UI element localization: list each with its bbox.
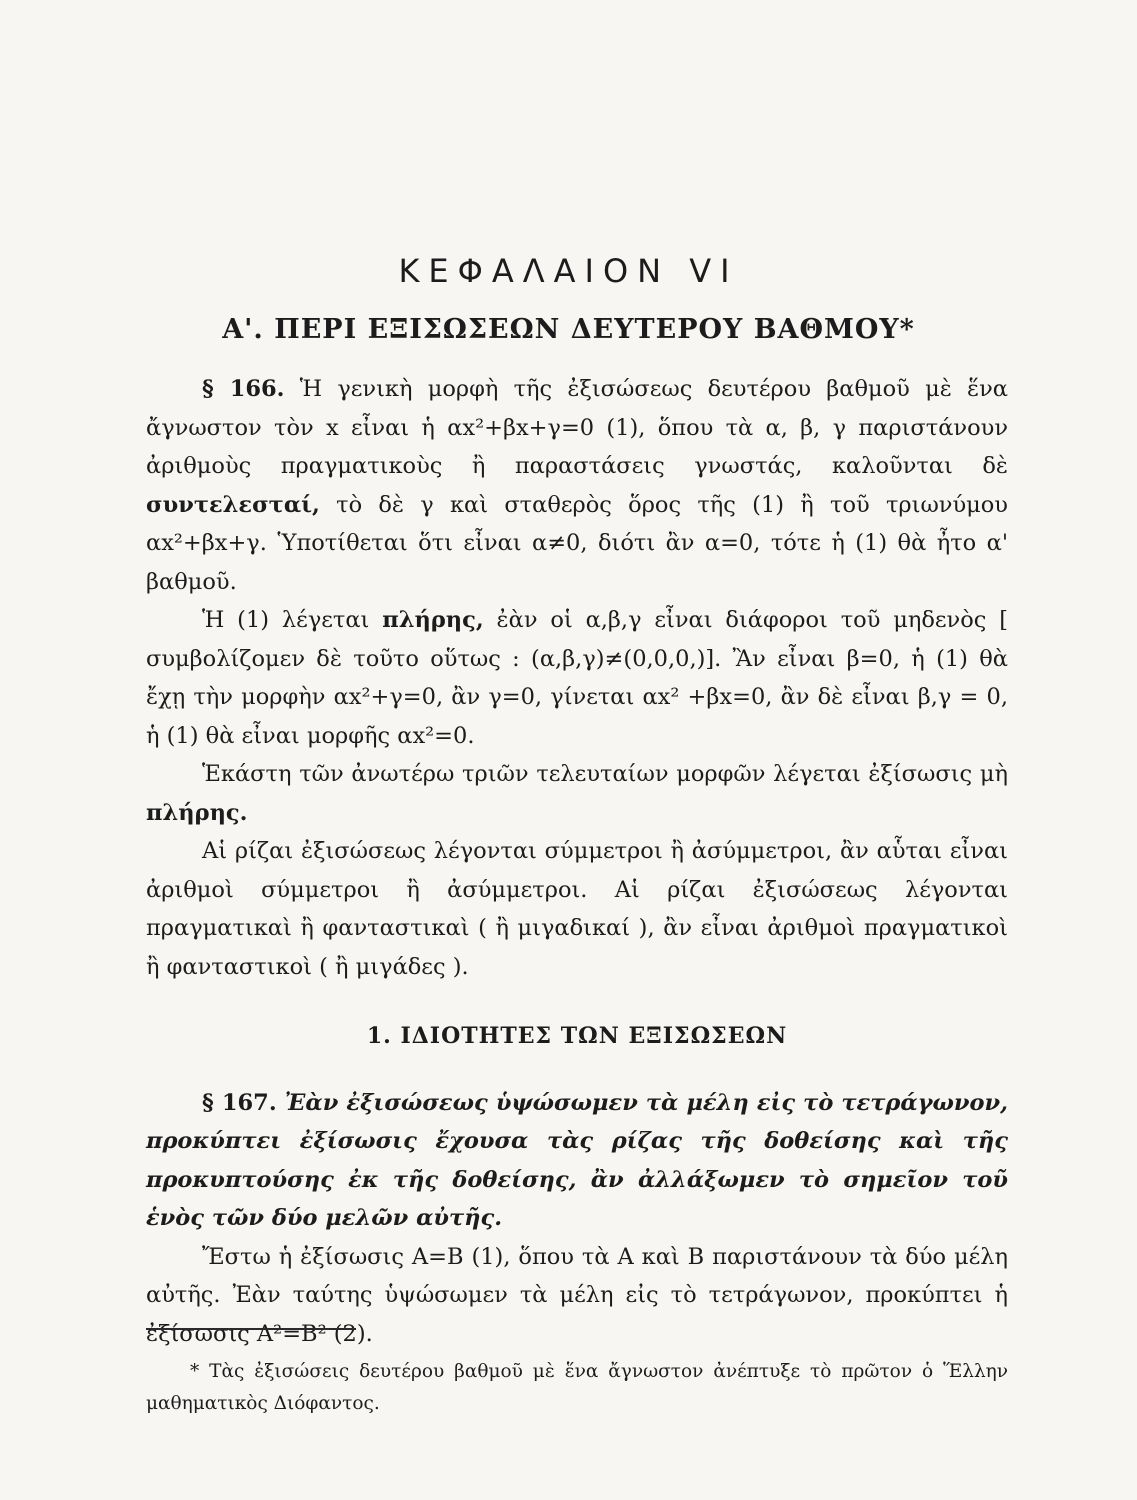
footnote-text: * Τὰς ἐξισώσεις δευτέρου βαθμοῦ μὲ ἕνα ἄγνωστον ἀνέπτυξε τὸ πρῶτον ὁ Ἕλλην μαθηματικὸς Διόφαντος.	[146, 1361, 1008, 1414]
paragraph-text: τὸ δὲ γ καὶ σταθερὸς ὅρος τῆς (1) ἢ τοῦ τριωνύμου αx²+βx+γ. Ὑποτίθεται ὅτι εἶναι α≠0, διότι ἂν α=0, τότε ἡ (1) θὰ ἦτο α' βαθμοῦ.	[146, 491, 1008, 595]
paragraph-complete-equation	[146, 601, 1008, 755]
term-coefficients: συντελεσταί,	[146, 491, 320, 518]
page-body	[146, 370, 1008, 1353]
paragraph-text: Ἑκάστη τῶν ἀνωτέρω τριῶν τελευταίων μορφῶν λέγεται ἐξίσωσις μὴ	[202, 761, 1008, 787]
subsection-title: 1. ΙΔΙΟΤΗΤΕΣ ΤΩΝ ΕΞΙΣΩΣΕΩΝ	[366, 1023, 788, 1049]
paragraph-incomplete-equation	[146, 755, 1008, 832]
paragraph-text: Ἡ γενικὴ μορφὴ τῆς ἐξισώσεως δευτέρου βαθμοῦ μὲ ἕνα ἄγνωστον τὸν x εἶναι ἡ αx²+βx+γ=0 (1), ὅπου τὰ α, β, γ παριστάνουν ἀριθμοὺς πραγματικοὺς ἢ παραστάσεις γνωστάς, καλοῦνται δὲ	[146, 376, 1008, 479]
paragraph-166	[146, 370, 1008, 601]
paragraph-roots: Αἱ ρίζαι ἐξισώσεως λέγονται σύμμετροι ἢ ἀσύμμετροι, ἂν αὗται εἶναι ἀριθμοὶ σύμμετροι ἢ ἀσύμμετροι. Αἱ ρίζαι ἐξισώσεως λέγονται πραγματικαὶ ἢ φανταστικαὶ ( ἢ μιγαδικαί ), ἂν εἶναι ἀριθμοὶ πραγματικοὶ ἢ φανταστικοὶ ( ἢ μιγάδες ).	[146, 838, 1008, 980]
chapter-title: ΚΕΦΑΛΑΙΟΝ VI	[398, 252, 739, 290]
theorem-statement: Ἐὰν ἐξισώσεως ὑψώσωμεν τὰ μέλη εἰς τὸ τετράγωνον, προκύπτει ἐξίσωσις ἔχουσα τὰς ρίζας τῆς δοθείσης καὶ τῆς προκυπτούσης ἐκ τῆς δοθείσης, ἂν ἀλλάξωμεν τὸ σημεῖον τοῦ ἑνὸς τῶν δύο μελῶν αὐτῆς.	[146, 1089, 1008, 1231]
paragraph-example: Ἔστω ἡ ἐξίσωσις Α=Β (1), ὅπου τὰ Α καὶ Β παριστάνουν τὰ δύο μέλη αὐτῆς. Ἐὰν ταύτης ὑψώσωμεν τὰ μέλη εἰς τὸ τετράγωνον, προκύπτει ἡ ἐξίσωσις Α²=Β² (2).	[146, 1243, 1008, 1347]
footnote	[146, 1356, 1008, 1420]
paragraph-text: Ἡ (1) λέγεται	[202, 607, 383, 633]
footnote-divider	[146, 1328, 356, 1330]
paragraph-text: ἐὰν οἱ α,β,γ εἶναι διάφοροι τοῦ μηδενὸς [ συμβολίζομεν δὲ τοῦτο οὕτως : (α,β,γ)≠(0,0,0,)]. Ἂν εἶναι β=0, ἡ (1) θὰ ἔχῃ τὴν μορφὴν αx²+γ=0, ἂν γ=0, γίνεται αx² +βx=0, ἂν δὲ εἶναι β,γ = 0, ἡ (1) θὰ εἶναι μορφῆς αx²=0.	[146, 607, 1008, 749]
paragraph-167	[146, 1084, 1008, 1238]
term-incomplete: πλήρης.	[146, 799, 248, 826]
section-title: Α'. ΠΕΡΙ ΕΞΙΣΩΣΕΩΝ ΔΕΥΤΕΡΟΥ ΒΑΘΜΟΥ*	[222, 314, 915, 345]
paragraph-number: § 166.	[202, 376, 285, 402]
term-complete: πλήρης,	[382, 607, 484, 633]
paragraph-number: § 167.	[202, 1089, 277, 1116]
